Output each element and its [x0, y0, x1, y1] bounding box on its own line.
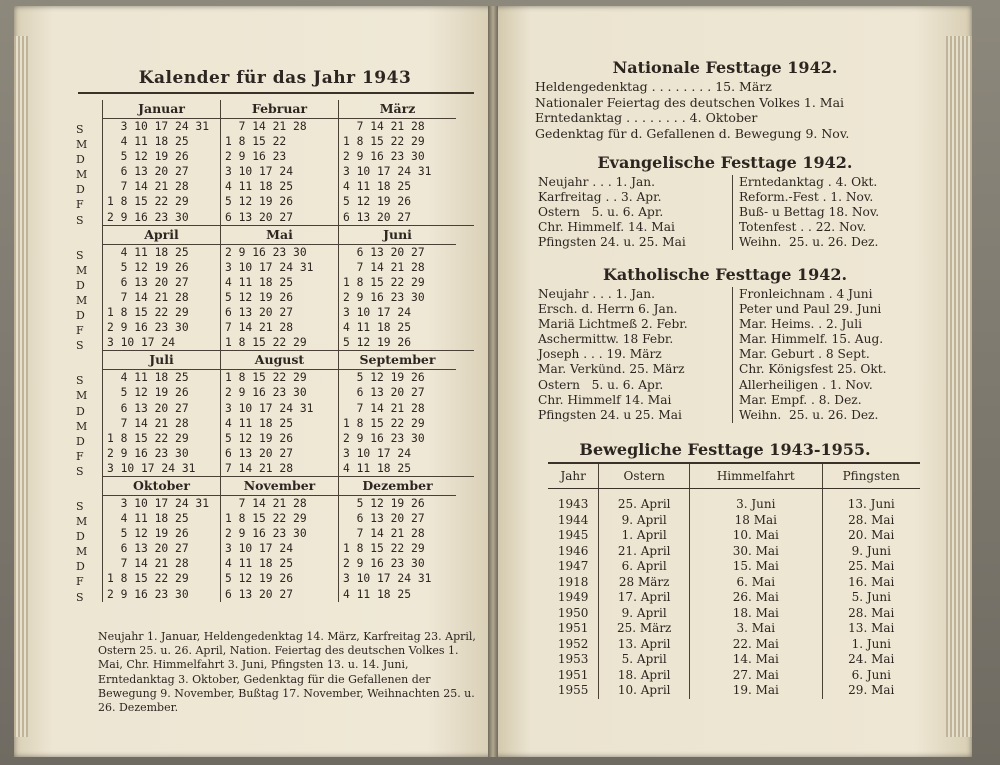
month-week-line: 7 14 21 28 [343, 401, 425, 415]
month-week-line: 5 12 19 26 [225, 572, 294, 586]
protestant-holidays-title: Evangelische Festtage 1942. [597, 153, 853, 172]
month-week-line: 3 10 17 24 31 [343, 165, 432, 179]
weekday-label: F [76, 324, 84, 338]
month-week-line: 4 11 18 25 [107, 512, 189, 526]
month-week-line: 5 12 19 26 [107, 386, 189, 400]
holiday-line: Mariä Lichtmeß 2. Febr. [538, 317, 688, 332]
table-cell: 1946 [557, 543, 589, 558]
column-header: Ostern [599, 463, 690, 489]
month-week-line: 5 12 19 26 [225, 290, 294, 304]
month-week-line: 7 14 21 28 [107, 557, 189, 571]
month-block [220, 477, 338, 602]
table-cell: 1953 [557, 652, 589, 666]
month-name: Dezember [339, 477, 456, 496]
weekday-label: M [76, 515, 88, 529]
national-holiday-line: Gedenktag für d. Gefallenen d. Bewegung 9. Nov. [535, 125, 850, 141]
weekday-label: S [76, 248, 84, 262]
table-cell: 1. April [599, 528, 690, 544]
weekday-label: D [76, 309, 85, 323]
month-name: Januar [103, 100, 220, 119]
table-cell: 1952 [557, 636, 589, 651]
table-cell: 25. März [599, 621, 690, 637]
month-week-line: 5 12 19 26 [225, 431, 294, 445]
holiday-line: Pfingsten 24. u 25. Mai [538, 407, 682, 422]
table-cell: 18. Mai [690, 606, 822, 622]
table-row [548, 652, 920, 668]
holiday-line: Chr. Königsfest 25. Okt. [739, 362, 887, 377]
month-block [338, 477, 456, 602]
month-week-line: 7 14 21 28 [107, 290, 189, 304]
holiday-line: Reform.-Fest . 1. Nov. [739, 190, 874, 205]
month-week-line: 7 14 21 28 [225, 496, 307, 510]
month-week-line: 2 9 16 23 30 [225, 527, 307, 541]
month-week-line: 6 13 20 27 [225, 306, 294, 320]
weekday-label: M [76, 389, 88, 403]
month-block [220, 226, 338, 351]
month-week-line: 2 9 16 23 30 [107, 210, 189, 224]
month-week-line: 5 12 19 26 [343, 371, 425, 385]
weekday-label: M [76, 419, 88, 433]
holiday-line: Totenfest . . 22. Nov. [739, 220, 867, 235]
holiday-line: Ersch. d. Herrn 6. Jan. [538, 302, 678, 317]
table-cell: 18 Mai [690, 513, 822, 529]
table-cell: 20. Mai [822, 528, 920, 544]
holiday-line: Weihn. 25. u. 26. Dez. [739, 235, 879, 250]
table-cell: 1945 [557, 528, 589, 542]
month-week-line: 4 11 18 25 [225, 180, 294, 194]
table-row [548, 590, 920, 606]
month-name: Juni [339, 226, 456, 245]
month-week-line: 6 13 20 27 [343, 386, 425, 400]
month-week-line: 6 13 20 27 [107, 275, 189, 289]
holiday-line: Mar. Empf. . 8. Dez. [739, 392, 862, 407]
month-week-line: 3 10 17 24 31 [225, 260, 314, 274]
right-page-edge [946, 36, 972, 737]
month-week-line: 1 8 15 22 29 [107, 195, 189, 209]
month-week-line: 5 12 19 26 [343, 336, 412, 350]
month-name: August [221, 351, 338, 370]
month-week-line: 4 11 18 25 [343, 321, 412, 335]
table-row [548, 559, 920, 575]
table-row [548, 513, 920, 529]
month-week-line: 6 13 20 27 [343, 245, 425, 259]
month-week-line: 4 11 18 25 [107, 135, 189, 149]
calendar-quarter-row [78, 100, 474, 225]
holiday-line: Ostern 5. u. 6. Apr. [538, 205, 664, 220]
month-week-line: 2 9 16 23 30 [343, 290, 425, 304]
month-week-line: 4 11 18 25 [343, 461, 412, 475]
month-week-line: 1 8 15 22 29 [107, 306, 189, 320]
month-week-line: 2 9 16 23 30 [107, 587, 189, 601]
protestant-holidays-table [538, 175, 918, 250]
table-header-row [548, 463, 920, 489]
month-week-line: 5 12 19 26 [343, 496, 425, 510]
month-week-line: 2 9 16 23 30 [107, 321, 189, 335]
table-cell: 13. April [599, 637, 690, 653]
catholic-holidays-right-column [733, 287, 886, 423]
holiday-line: Joseph . . . 19. März [538, 347, 662, 362]
national-holidays-list [535, 79, 915, 141]
catholic-holidays-table [538, 287, 918, 423]
month-week-line: 2 9 16 23 30 [225, 245, 307, 259]
month-week-line: 4 11 18 25 [225, 416, 294, 430]
movable-holidays-table [548, 462, 920, 699]
table-cell: 26. Mai [690, 590, 822, 606]
catholic-holidays-left-column [538, 287, 733, 423]
month-name: November [221, 477, 338, 496]
month-week-line: 1 8 15 22 [225, 135, 287, 149]
protestant-holidays-right-column [733, 175, 879, 250]
table-row [548, 575, 920, 591]
national-holiday-line: Nationaler Feiertag des deutschen Volkes 1. Mai [535, 94, 845, 110]
month-week-line: 1 8 15 22 29 [343, 542, 425, 556]
month-week-line: 5 12 19 26 [225, 195, 294, 209]
month-week-line: 1 8 15 22 29 [107, 431, 189, 445]
table-cell: 1951 [557, 621, 589, 635]
protestant-holidays-left-column [538, 175, 733, 250]
month-week-line: 5 12 19 26 [107, 260, 189, 274]
table-cell: 1951 [557, 667, 589, 682]
holiday-line: Chr. Himmelf. 14. Mai [538, 220, 675, 235]
table-cell: 16. Mai [822, 575, 920, 591]
calendar-quarter-row [78, 477, 474, 602]
month-week-line: 6 13 20 27 [225, 446, 294, 460]
table-row [548, 544, 920, 560]
month-week-line: 7 14 21 28 [225, 321, 294, 335]
month-week-line: 3 10 17 24 31 [225, 401, 314, 415]
month-week-line: 4 11 18 25 [107, 245, 189, 259]
month-week-line: 6 13 20 27 [225, 210, 294, 224]
table-cell: 22. Mai [690, 637, 822, 653]
weekday-column [76, 122, 92, 228]
month-name: März [339, 100, 456, 119]
table-cell: 1950 [557, 605, 589, 620]
month-week-line: 3 10 17 24 [225, 542, 294, 556]
month-week-line: 6 13 20 27 [343, 210, 412, 224]
table-row [548, 637, 920, 653]
month-week-line: 7 14 21 28 [107, 416, 189, 430]
table-cell: 27. Mai [690, 668, 822, 684]
holiday-line: Karfreitag . . 3. Apr. [538, 190, 662, 205]
table-cell: 6. Mai [690, 575, 822, 591]
holiday-line: Weihn. 25. u. 26. Dez. [739, 407, 879, 422]
table-cell: 1918 [557, 574, 589, 589]
table-cell: 13. Juni [822, 489, 920, 513]
table-cell: 25. Mai [822, 559, 920, 575]
table-cell: 10. Mai [690, 528, 822, 544]
month-week-line: 1 8 15 22 29 [107, 572, 189, 586]
weekday-label: S [76, 123, 84, 136]
table-cell: 13. Mai [822, 621, 920, 637]
weekday-label: F [76, 449, 84, 463]
table-cell: 17. April [599, 590, 690, 606]
column-header: Pfingsten [822, 463, 920, 489]
calendar-grid [78, 100, 474, 602]
weekday-label: S [76, 590, 84, 604]
column-header: Himmelfahrt [690, 463, 822, 489]
table-row [548, 528, 920, 544]
month-name: Juli [103, 351, 220, 370]
month-week-line: 4 11 18 25 [343, 180, 412, 194]
table-cell: 19. Mai [690, 683, 822, 699]
month-name: September [339, 351, 456, 370]
month-week-line: 4 11 18 25 [225, 557, 294, 571]
table-cell: 10. April [599, 683, 690, 699]
holiday-line: Neujahr . . . 1. Jan. [538, 175, 655, 189]
month-block [220, 351, 338, 476]
month-name: Februar [221, 100, 338, 119]
holiday-line: Peter und Paul 29. Juni [739, 302, 882, 317]
month-week-line: 4 11 18 25 [107, 371, 189, 385]
table-cell: 1947 [557, 559, 589, 573]
table-row [548, 621, 920, 637]
month-block [102, 100, 220, 225]
month-week-line: 7 14 21 28 [107, 180, 189, 194]
table-cell: 9. Juni [822, 544, 920, 560]
month-week-line: 3 10 17 24 31 [107, 461, 196, 475]
month-week-line: 7 14 21 28 [225, 120, 307, 133]
month-name: Oktober [103, 477, 220, 496]
table-cell: 18. April [599, 668, 690, 684]
calendar-quarter-row [78, 351, 474, 476]
weekday-label: S [76, 213, 84, 227]
month-week-line: 6 13 20 27 [225, 587, 294, 601]
weekday-label: D [76, 183, 85, 197]
month-week-line: 1 8 15 22 29 [343, 416, 425, 430]
holiday-line: Mar. Geburt . 8 Sept. [739, 347, 870, 362]
month-week-line: 3 10 17 24 31 [343, 572, 432, 586]
table-cell: 24. Mai [822, 652, 920, 668]
month-week-line: 5 12 19 26 [343, 195, 412, 209]
month-week-line: 2 9 16 23 30 [107, 446, 189, 460]
month-week-line: 3 10 17 24 [225, 165, 294, 179]
month-week-line: 6 13 20 27 [107, 542, 189, 556]
holiday-line: Chr. Himmelf 14. Mai [538, 392, 672, 407]
month-name: Mai [221, 226, 338, 245]
weekday-label: D [76, 153, 85, 167]
month-week-line: 3 10 17 24 [343, 306, 412, 320]
month-block [220, 100, 338, 225]
table-cell: 21. April [599, 544, 690, 560]
holiday-line: Erntedanktag . 4. Okt. [739, 175, 878, 189]
table-cell: 5. Juni [822, 590, 920, 606]
movable-holidays-title: Bewegliche Festtage 1943-1955. [579, 440, 871, 459]
table-cell: 1944 [557, 512, 589, 527]
month-week-line: 3 10 17 24 [343, 446, 412, 460]
weekday-label: M [76, 545, 88, 559]
weekday-label: S [76, 339, 84, 353]
holiday-line: Ostern 5. u. 6. Apr. [538, 377, 664, 392]
left-page-edge [14, 36, 28, 737]
book-gutter [488, 6, 498, 757]
holiday-line: Aschermittw. 18 Febr. [538, 332, 674, 347]
weekday-label: F [76, 575, 84, 589]
table-row [548, 489, 920, 513]
weekday-label: M [76, 293, 88, 307]
weekday-label: S [76, 464, 84, 478]
month-week-line: 7 14 21 28 [343, 120, 425, 133]
table-body [548, 489, 920, 699]
weekday-label: S [76, 374, 84, 388]
month-week-line: 1 8 15 22 29 [225, 371, 307, 385]
weekday-label: D [76, 434, 85, 448]
weekday-label: D [76, 560, 85, 574]
holiday-line: Fronleichnam . 4 Juni [739, 287, 873, 301]
month-week-line: 1 8 15 22 29 [225, 512, 307, 526]
month-week-line: 2 9 16 23 30 [225, 386, 307, 400]
holiday-line: Buß- u Bettag 18. Nov. [739, 205, 880, 220]
weekday-column [76, 373, 92, 479]
table-cell: 3. Juni [690, 489, 822, 513]
month-week-line: 7 14 21 28 [343, 260, 425, 274]
table-cell: 14. Mai [690, 652, 822, 668]
month-week-line: 2 9 16 23 30 [343, 557, 425, 571]
month-week-line: 4 11 18 25 [343, 587, 412, 601]
holiday-line: Mar. Heims. . 2. Juli [739, 317, 863, 332]
month-week-line: 5 12 19 26 [107, 527, 189, 541]
table-cell: 28. Mai [822, 606, 920, 622]
table-cell: 9. April [599, 606, 690, 622]
month-block [102, 477, 220, 602]
table-row [548, 668, 920, 684]
table-cell: 1955 [557, 683, 589, 697]
weekday-label: D [76, 278, 85, 292]
month-week-line: 7 14 21 28 [225, 461, 294, 475]
table-cell: 30. Mai [690, 544, 822, 560]
weekday-column [76, 499, 92, 605]
national-holidays-title: Nationale Festtage 1942. [612, 58, 838, 77]
weekday-label: M [76, 263, 88, 277]
table-cell: 1. Juni [822, 637, 920, 653]
catholic-holidays-title: Katholische Festtage 1942. [602, 265, 848, 284]
table-cell: 6. April [599, 559, 690, 575]
month-week-line: 1 8 15 22 29 [343, 135, 425, 149]
weekday-label: M [76, 138, 88, 152]
holiday-line: Mar. Verkünd. 25. März [538, 362, 685, 377]
national-holiday-line: Erntedanktag . . . . . . . . 4. Oktober [535, 110, 758, 125]
weekday-label: D [76, 404, 85, 418]
month-week-line: 6 13 20 27 [107, 165, 189, 179]
weekday-label: D [76, 530, 85, 544]
month-week-line: 1 8 15 22 29 [343, 275, 425, 289]
table-cell: 3. Mai [690, 621, 822, 637]
month-week-line: 2 9 16 23 [225, 150, 287, 164]
month-block [102, 351, 220, 476]
month-week-line: 3 10 17 24 [107, 336, 176, 350]
month-block [102, 226, 220, 351]
table-cell: 15. Mai [690, 559, 822, 575]
calendar-title-rule [78, 92, 474, 94]
table-row [548, 683, 920, 699]
table-cell: 28 März [599, 575, 690, 591]
month-week-line: 7 14 21 28 [343, 527, 425, 541]
table-cell: 6. Juni [822, 668, 920, 684]
month-block [338, 226, 456, 351]
table-row [548, 606, 920, 622]
holiday-line: Neujahr . . . 1. Jan. [538, 287, 655, 301]
calendar-title: Kalender für das Jahr 1943 [138, 68, 412, 88]
calendar-quarter-row [78, 226, 474, 351]
calendar-footnote: Neujahr 1. Januar, Heldengedenktag 14. März, Karfreitag 23. April, Ostern 25. u. 26. April, Nation. Feiertag des deutschen Volkes 1. Mai, Chr. Himmelfahrt 3. Juni, Pfingsten 13. u. 14. Juni, Erntedanktag 3. Oktober, Gedenktag für die Gefallenen der Bewegung 9. November, Bußtag 17. November, Weihnachten 25. u. 26. Dezember. [98, 630, 476, 715]
national-holiday-line: Heldengedenktag . . . . . . . . 15. März [535, 79, 772, 94]
month-week-line: 2 9 16 23 30 [343, 431, 425, 445]
month-week-line: 2 9 16 23 30 [343, 150, 425, 164]
table-cell: 5. April [599, 652, 690, 668]
table-cell: 29. Mai [822, 683, 920, 699]
month-block [338, 351, 456, 476]
month-week-line: 6 13 20 27 [107, 401, 189, 415]
weekday-label: S [76, 499, 84, 513]
weekday-column [76, 248, 92, 354]
table-cell: 1943 [557, 497, 589, 511]
holiday-line: Mar. Himmelf. 15. Aug. [739, 332, 884, 347]
weekday-label: M [76, 168, 88, 182]
month-week-line: 5 12 19 26 [107, 150, 189, 164]
table-cell: 25. April [599, 489, 690, 513]
column-header: Jahr [548, 463, 599, 489]
month-week-line: 6 13 20 27 [343, 512, 425, 526]
weekday-label: F [76, 198, 84, 212]
month-name: April [103, 226, 220, 245]
month-week-line: 3 10 17 24 31 [107, 120, 210, 133]
table-cell: 9. April [599, 513, 690, 529]
holiday-line: Pfingsten 24. u. 25. Mai [538, 235, 686, 250]
month-week-line: 3 10 17 24 31 [107, 496, 210, 510]
table-cell: 1949 [557, 590, 589, 604]
month-week-line: 4 11 18 25 [225, 275, 294, 289]
month-week-line: 1 8 15 22 29 [225, 336, 307, 350]
month-block [338, 100, 456, 225]
table-cell: 28. Mai [822, 513, 920, 529]
holiday-line: Allerheiligen . 1. Nov. [739, 377, 873, 392]
